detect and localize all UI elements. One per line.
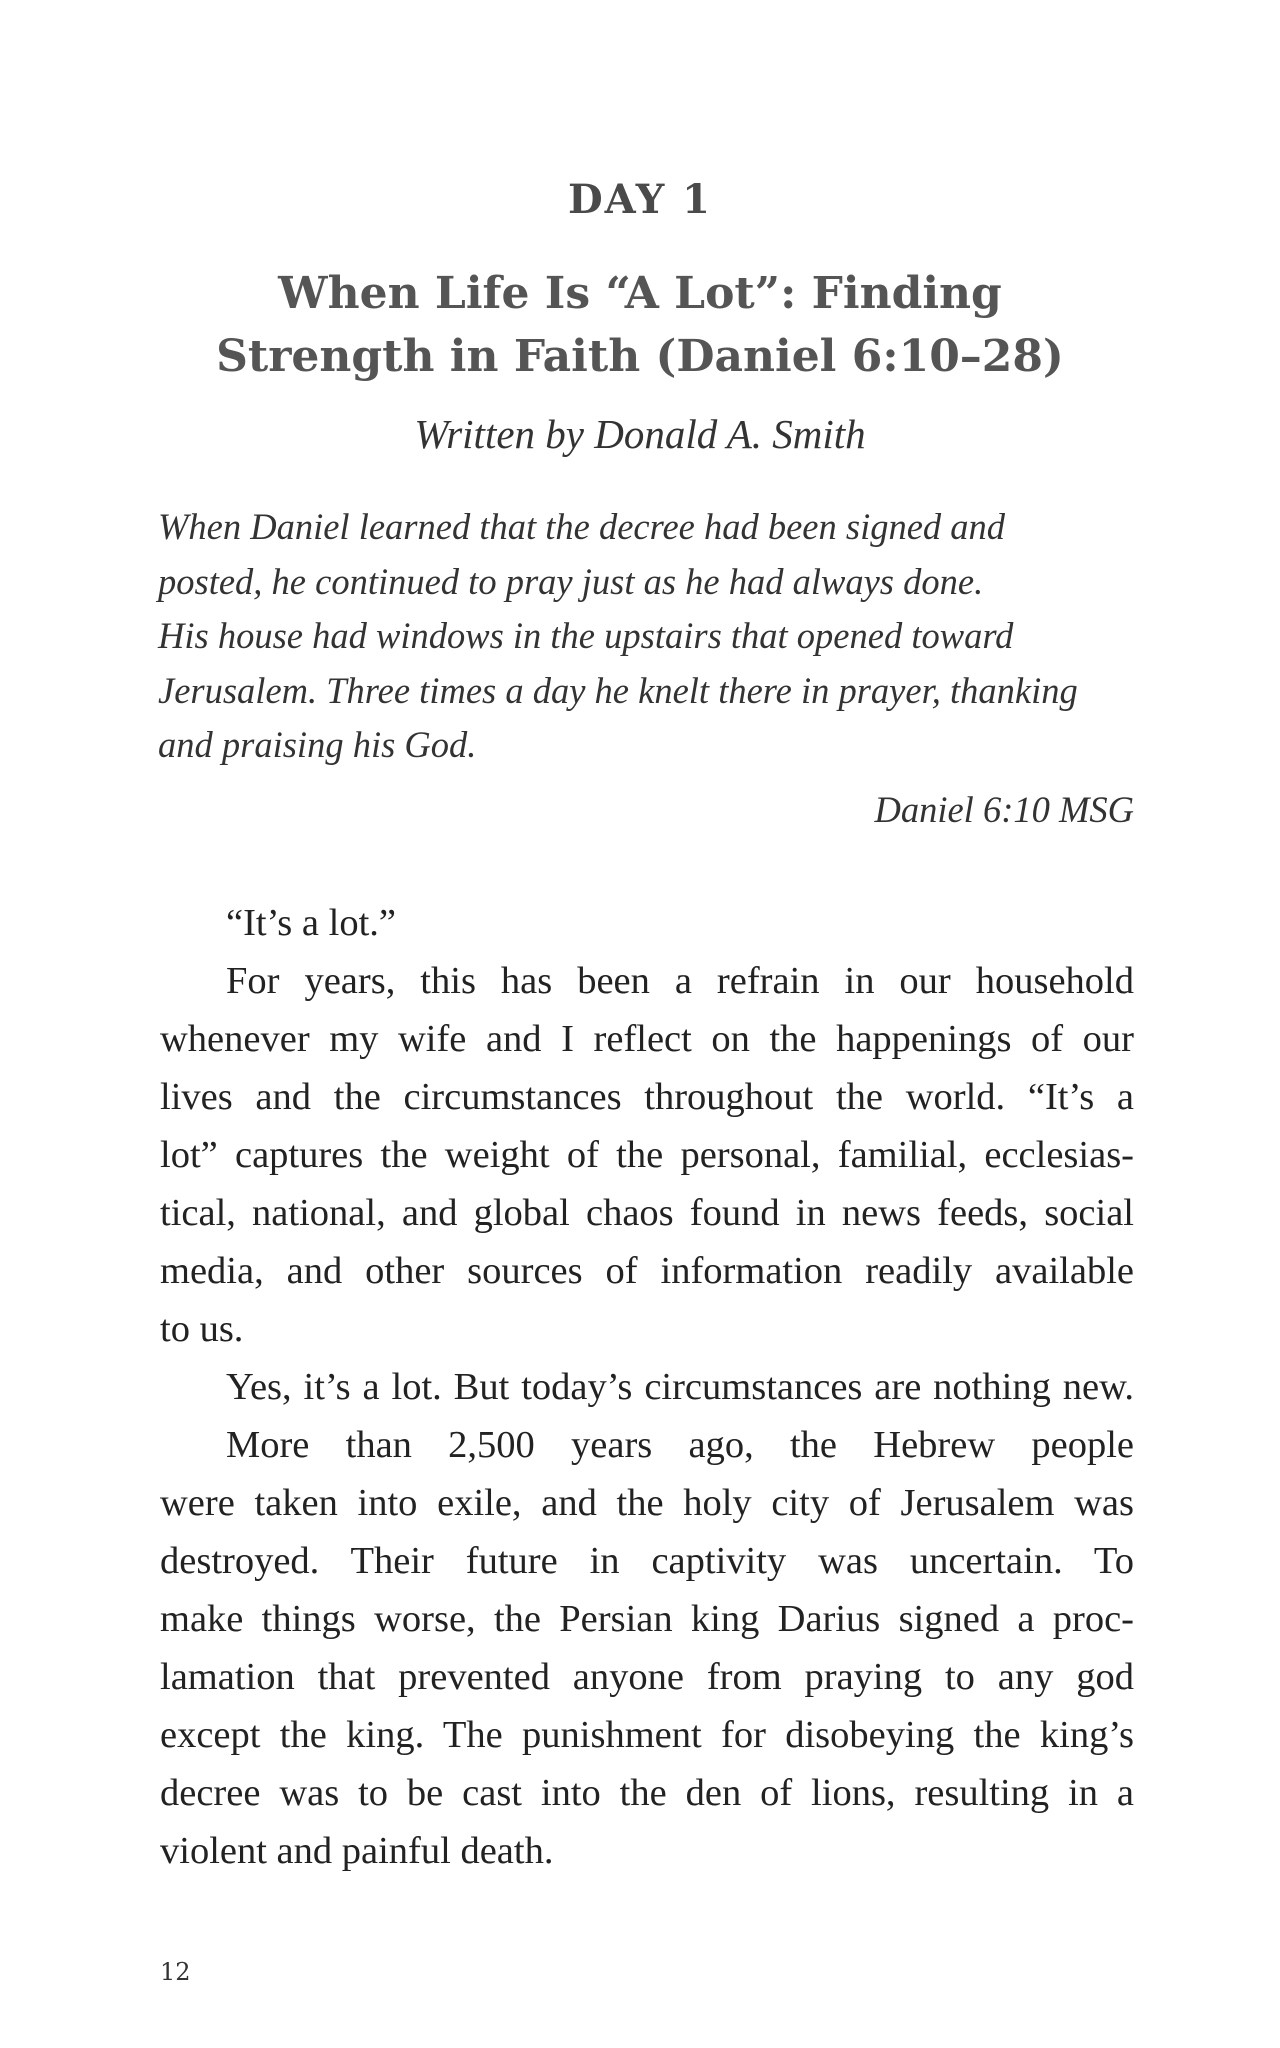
epigraph-line: When Daniel learned that the decree had been signed and [158,506,1006,547]
body-line: Yes, it’s a lot. But today’s circumstances are nothing new. [226,1366,1134,1408]
body-line: media, and other sources of information readily available [160,1250,1134,1292]
body-line: More than 2,500 years ago, the Hebrew people [226,1424,1134,1466]
chapter-title-line-2: Strength in Faith (Daniel 6:10–28) [216,331,1064,382]
epigraph-line: His house had windows in the upstairs that opened toward [158,615,1014,656]
day-label: DAY 1 [567,176,713,223]
body-line: tical, national, and global chaos found in news feeds, social [160,1192,1134,1234]
body-line: violent and painful death. [160,1830,554,1872]
body-line: “It’s a lot.” [226,902,396,944]
chapter-title-line-1: When Life Is “A Lot”: Finding [278,268,1002,319]
body-line: decree was to be cast into the den of lions, resulting in a [160,1772,1134,1814]
author-byline: Written by Donald A. Smith [414,411,866,457]
body-line: For years, this has been a refrain in our household [226,960,1134,1002]
epigraph-citation: Daniel 6:10 MSG [874,789,1134,830]
epigraph-quote [158,500,1138,773]
body-line: to us. [160,1308,244,1350]
epigraph-line: posted, he continued to pray just as he had always done. [158,560,984,602]
body-line: destroyed. Their future in captivity was uncertain. To [160,1540,1134,1582]
page-number: 12 [160,1958,191,1986]
epigraph-line: and praising his God. [158,724,477,765]
body-text [160,894,1134,1880]
body-line: lives and the circumstances throughout the world. “It’s a [160,1076,1134,1118]
body-line: were taken into exile, and the holy city of Jerusalem was [160,1482,1134,1524]
body-line: lamation that prevented anyone from praying to any god [160,1656,1134,1698]
body-line: make things worse, the Persian king Darius signed a proc- [160,1598,1134,1640]
body-line: lot” captures the weight of the personal, familial, ecclesias- [160,1134,1134,1176]
chapter-title [160,262,1120,388]
body-line: except the king. The punishment for disobeying the king’s [160,1714,1134,1756]
body-line: whenever my wife and I reflect on the happenings of our [160,1018,1134,1060]
epigraph-line: Jerusalem. Three times a day he knelt there in prayer, thanking [158,669,1078,711]
